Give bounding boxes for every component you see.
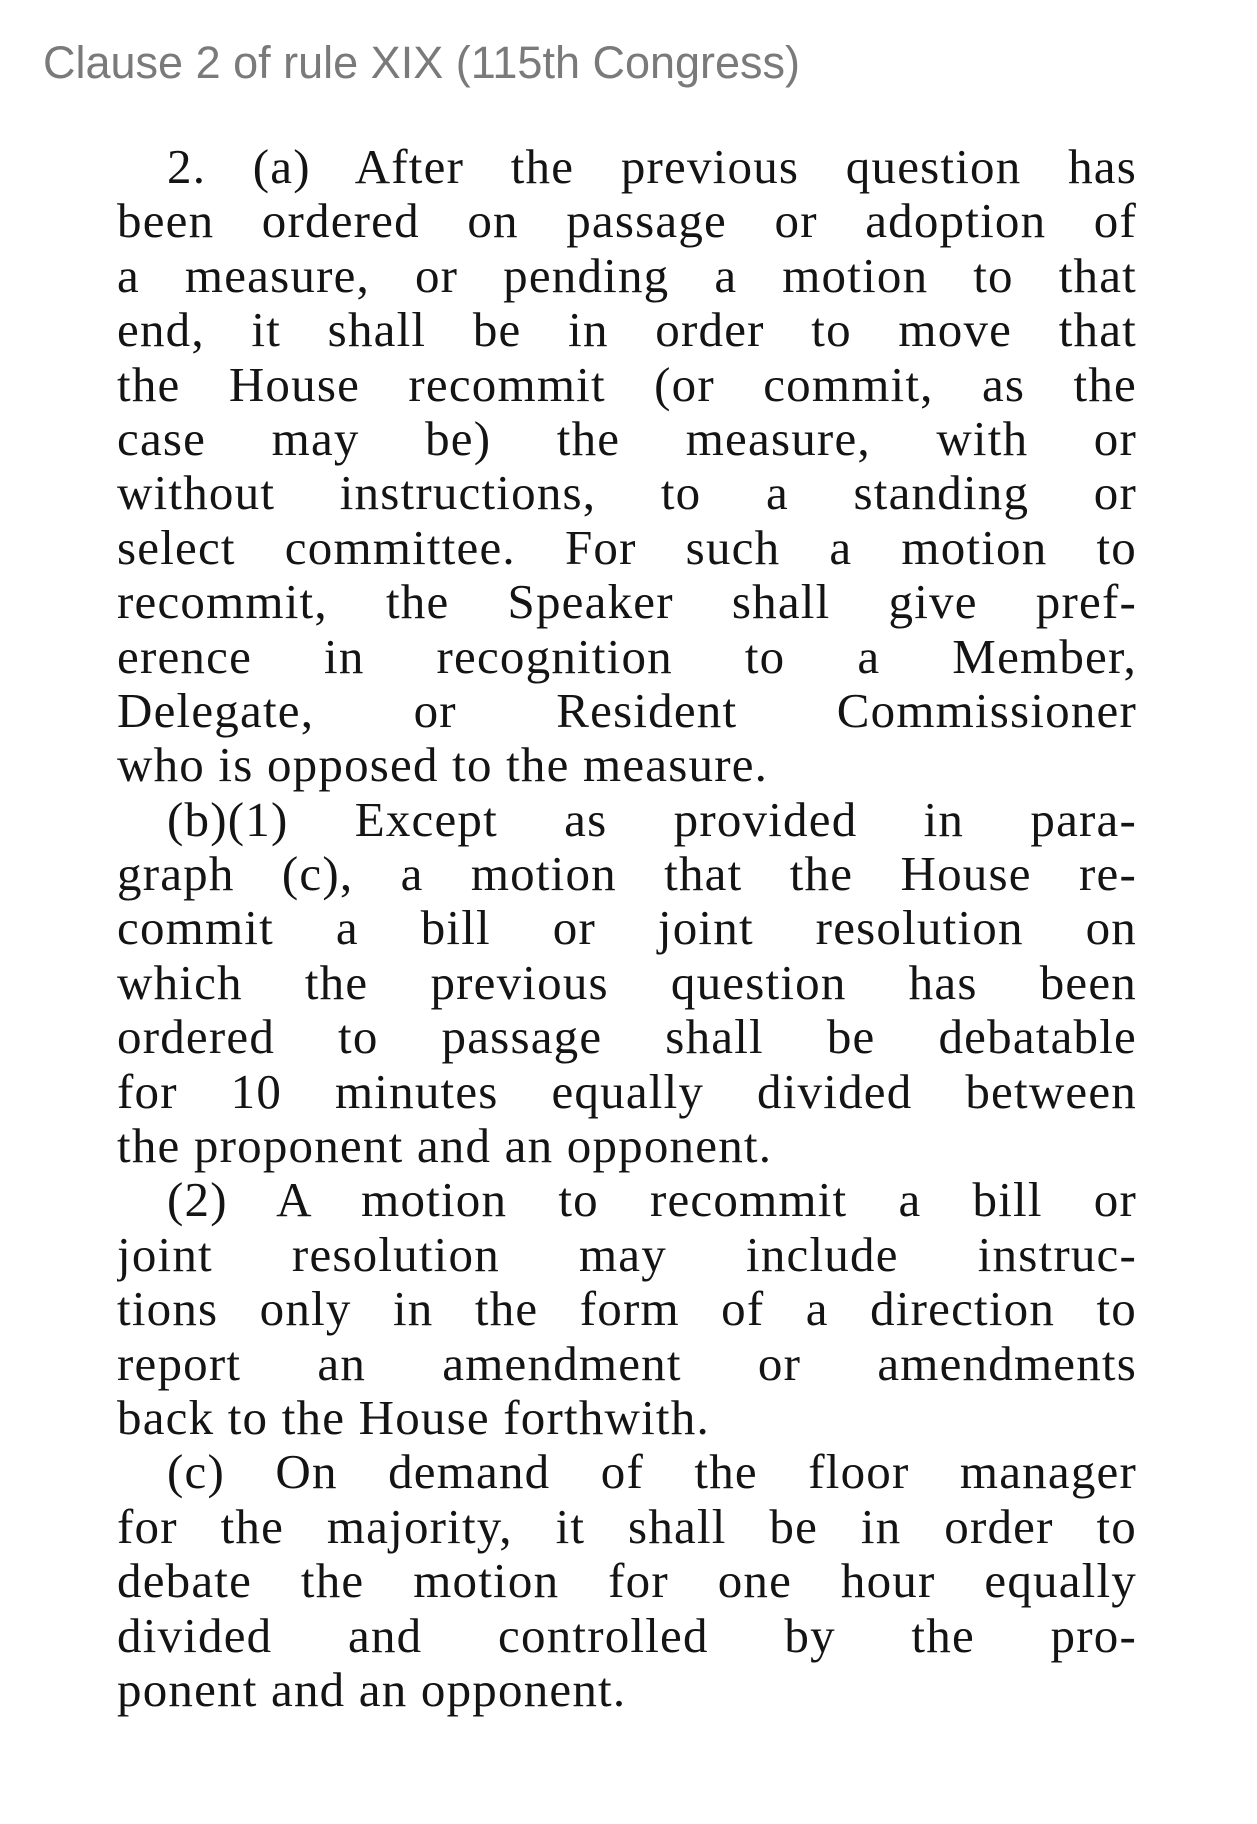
text-line: (2) A motion to recommit a bill or xyxy=(167,1173,1137,1228)
text-line: the proponent and an opponent. xyxy=(117,1118,773,1174)
text-line: divided and controlled by the pro- xyxy=(117,1608,1137,1663)
text-line: back to the House forthwith. xyxy=(117,1389,710,1445)
text-line: (c) On demand of the floor manager xyxy=(167,1445,1137,1500)
text-line: select committee. For such a motion to xyxy=(117,520,1137,575)
paragraph-2b2 xyxy=(117,1173,1137,1445)
text-line: 2. (a) After the previous question has xyxy=(167,140,1137,194)
text-line: case may be) the measure, with or xyxy=(117,411,1137,466)
text-line: which the previous question has been xyxy=(117,955,1137,1010)
text-line: without instructions, to a standing or xyxy=(117,466,1137,521)
paragraph-2b1 xyxy=(117,793,1137,1174)
text-line: report an amendment or amendments xyxy=(117,1336,1137,1391)
text-line: who is opposed to the measure. xyxy=(117,737,769,793)
text-line: Delegate, or Resident Commissioner xyxy=(117,683,1137,738)
paragraph-2c xyxy=(117,1445,1137,1717)
text-line: ordered to passage shall be debatable xyxy=(117,1010,1137,1065)
text-line: debate the motion for one hour equally xyxy=(117,1554,1137,1609)
rule-text xyxy=(117,140,1137,1717)
text-line: (b)(1) Except as provided in para- xyxy=(167,792,1137,847)
text-line: joint resolution may include instruc- xyxy=(117,1227,1137,1282)
document-caption: Clause 2 of rule XIX (115th Congress) xyxy=(43,37,801,88)
text-line: erence in recognition to a Member, xyxy=(117,629,1137,684)
text-line: commit a bill or joint resolution on xyxy=(117,901,1137,956)
text-line: end, it shall be in order to move that xyxy=(117,303,1137,358)
text-line: graph (c), a motion that the House re- xyxy=(117,847,1137,902)
text-line: for 10 minutes equally divided between xyxy=(117,1064,1137,1119)
text-line: been ordered on passage or adoption of xyxy=(117,194,1137,249)
paragraph-2a xyxy=(117,140,1137,793)
text-line: a measure, or pending a motion to that xyxy=(117,248,1137,303)
text-line: recommit, the Speaker shall give pref- xyxy=(117,575,1137,630)
text-line: tions only in the form of a direction to xyxy=(117,1282,1137,1337)
text-line: ponent and an opponent. xyxy=(117,1661,627,1717)
text-line: for the majority, it shall be in order to xyxy=(117,1499,1137,1554)
text-line: the House recommit (or commit, as the xyxy=(117,357,1137,412)
